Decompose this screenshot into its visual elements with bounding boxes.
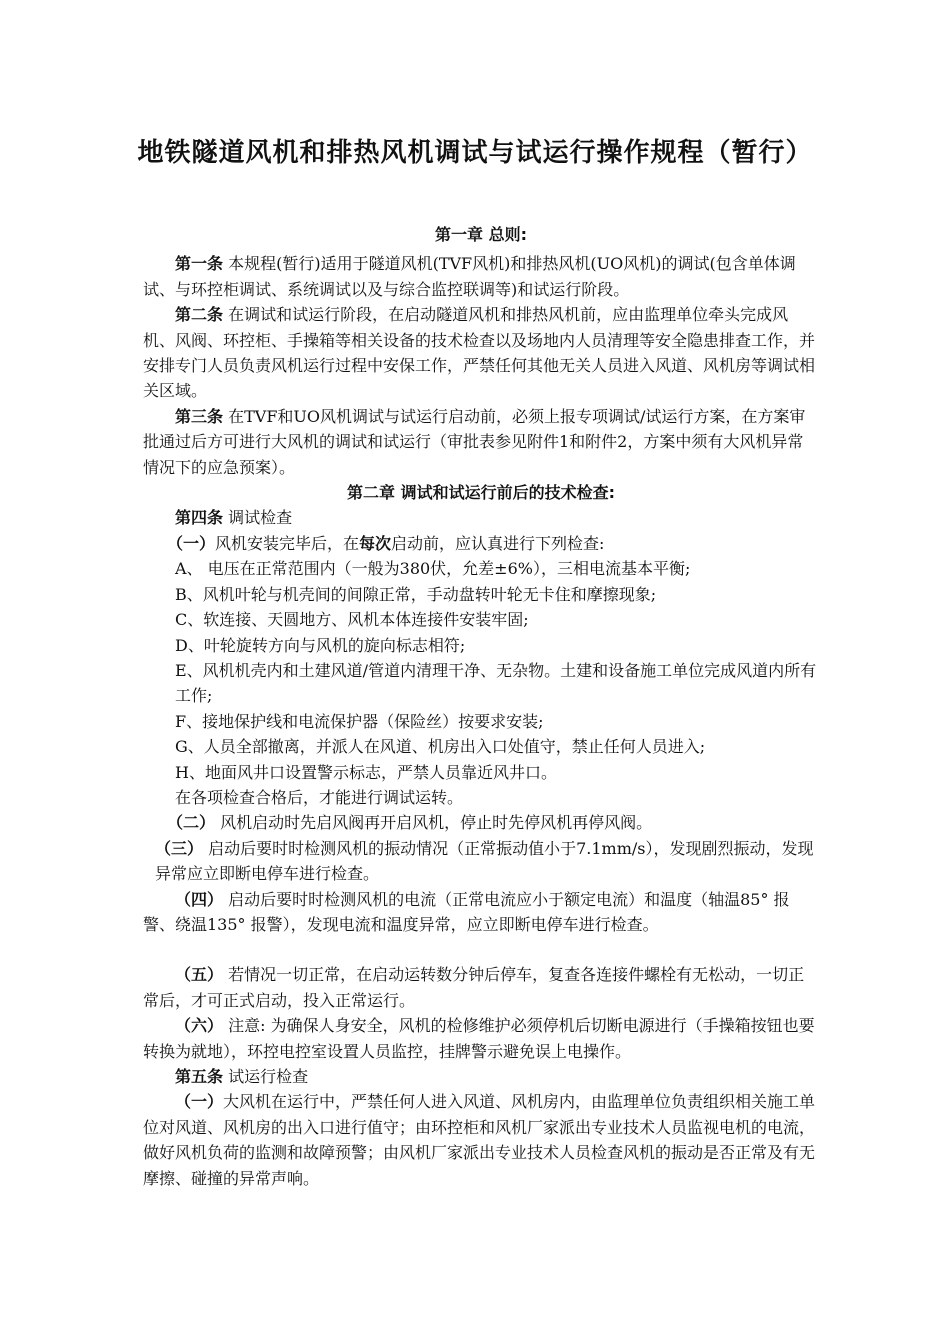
article-5-text: 试运行检查 — [223, 1067, 309, 1086]
article-5-label: 第五条 — [175, 1067, 224, 1086]
check-item-c: C、软连接、天圆地方、风机本体连接件安装牢固; — [175, 610, 529, 630]
check-item-e: E、风机机壳内和土建风道/管道内清理干净、无杂物。土建和设备施工单位完成风道内所有工作; — [175, 660, 817, 706]
article-2-label: 第二条 — [175, 305, 224, 325]
article-4-para-6-label: （六） — [175, 1016, 224, 1036]
document-body — [143, 222, 819, 1191]
paragraph-gap — [143, 937, 819, 962]
article-4-para-1-text-b: 启动前，应认真进行下列检查: — [391, 533, 605, 553]
article-4-para-4 — [143, 887, 819, 938]
article-4-para-5-text: 若情况一切正常，在启动运转数分钟后停车，复查各连接件螺栓有无松动，一切正常后，才可正式启动，投入正常运行。 — [143, 965, 805, 1010]
check-item-g: G、人员全部撤离，并派人在风道、机房出入口处值守，禁止任何人员进入; — [175, 737, 706, 757]
article-4-para-6 — [143, 1013, 819, 1064]
check-item-a: A、 电压在正常范围内（一般为380伏，允差±6%），三相电流基本平衡; — [175, 559, 691, 579]
check-conclusion: 在各项检查合格后，才能进行调试运转。 — [175, 787, 464, 807]
article-4-para-1 — [143, 531, 819, 556]
article-4-para-5 — [143, 962, 819, 1013]
article-3 — [143, 404, 819, 480]
article-5-para-1-label: （一） — [175, 1092, 224, 1112]
article-4 — [143, 505, 819, 530]
article-1-label: 第一条 — [175, 254, 224, 274]
article-5-para-1 — [143, 1089, 819, 1191]
article-4-para-3 — [143, 836, 819, 887]
article-4-para-5-label: （五） — [175, 965, 224, 985]
article-4-para-3-label: （三） — [155, 838, 204, 858]
article-4-para-6-text: 注意: 为确保人身安全，风机的检修维护必须停机后切断电源进行（手操箱按钮也要转换为就地），环控电控室设置人员监控，挂牌警示避免误上电操作。 — [143, 1016, 815, 1061]
chapter-2-heading: 第二章 调试和试运行前后的技术检查: — [347, 483, 615, 503]
article-4-para-4-label: （四） — [175, 889, 224, 909]
article-5-para-1-text: 大风机在运行中，严禁任何人进入风道、风机房内，由监理单位负责组织相关施工单位对风道、风机房的出入口进行值守；由环控柜和风机厂家派出专业技术人员监视电机的电流，做好风机负荷的监测和故障预警；由风机厂家派出专业技术人员检查风机的振动是否正常及有无摩擦、碰撞的异常声响。 — [143, 1092, 816, 1188]
chapter-1-heading: 第一章 总则: — [435, 225, 527, 244]
article-4-para-2-text: 风机启动时先启风阀再开启风机，停止时先停风机再停风阀。 — [215, 813, 653, 833]
article-4-para-2-label: （二） — [167, 813, 216, 833]
article-5 — [143, 1064, 819, 1089]
article-4-text: 调试检查 — [223, 508, 293, 528]
article-4-label: 第四条 — [175, 508, 224, 528]
article-1-text: 本规程(暂行)适用于隧道风机(TVF风机)和排热风机(UO风机)的调试(包含单体调试、与环控柜调试、系统调试以及与综合监控联调等)和试运行阶段。 — [143, 254, 796, 299]
article-2-text: 在调试和试运行阶段，在启动隧道风机和排热风机前，应由监理单位牵头完成风机、风阀、环控柜、手操箱等相关设备的技术检查以及场地内人员清理等安全隐患排查工作，并安排专门人员负责风机运行过程中安保工作，严禁任何其他无关人员进入风道、风机房等调试相关区域。 — [143, 305, 816, 401]
article-4-para-2 — [143, 810, 819, 835]
article-4-para-4-text: 启动后要时时检测风机的电流（正常电流应小于额定电流）和温度（轴温85° 报警、绕温135° 报警），发现电流和温度异常，应立即断电停车进行检查。 — [143, 889, 790, 934]
article-3-text: 在TVF和UO风机调试与试运行启动前，必须上报专项调试/试运行方案，在方案审批通过后方可进行大风机的调试和试运行（审批表参见附件1和附件2，方案中须有大风机异常情况下的应急预案）。 — [143, 406, 806, 477]
check-item-f: F、接地保护线和电流保护器（保险丝）按要求安装; — [175, 711, 544, 731]
article-4-para-1-text-a: 风机安装完毕后，在 — [215, 533, 360, 553]
check-item-b: B、风机叶轮与机壳间的间隙正常，手动盘转叶轮无卡住和摩擦现象; — [175, 584, 657, 604]
article-2 — [143, 302, 819, 404]
check-item-h: H、地面风井口设置警示标志，严禁人员靠近风井口。 — [175, 762, 557, 782]
article-1 — [143, 251, 819, 302]
article-4-para-1-bold: 每次 — [359, 533, 392, 553]
article-3-label: 第三条 — [175, 406, 224, 426]
article-4-para-1-label: （一） — [167, 533, 216, 553]
document-title: 地铁隧道风机和排热风机调试与试运行操作规程（暂行） — [137, 138, 813, 168]
article-4-para-3-text: 启动后要时时检测风机的振动情况（正常振动值小于7.1mm/s），发现剧烈振动，发现异常应立即断电停车进行检查。 — [155, 838, 814, 884]
check-item-d: D、叶轮旋转方向与风机的旋向标志相符; — [175, 635, 466, 655]
